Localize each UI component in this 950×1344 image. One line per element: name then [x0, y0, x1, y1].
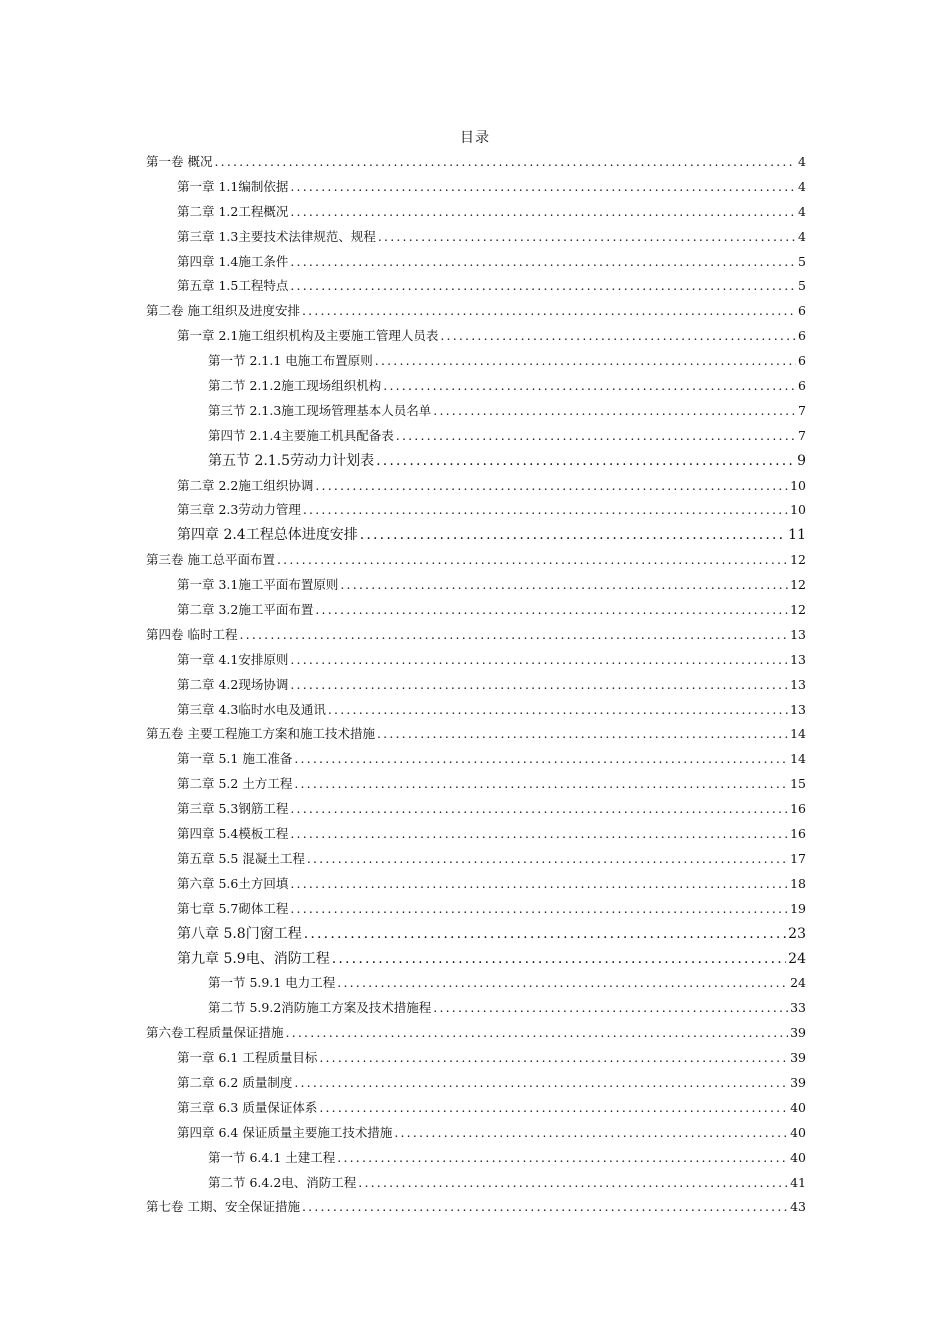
toc-entry[interactable]: [146, 200, 806, 225]
toc-entry[interactable]: [146, 1146, 806, 1171]
toc-entry[interactable]: [146, 399, 806, 424]
toc-page-number: 33: [790, 1000, 806, 1016]
toc-entry[interactable]: [146, 324, 806, 349]
toc-title: 目录: [460, 130, 490, 146]
toc-entry-text: 第四章 1.4施工条件: [177, 253, 289, 269]
toc-entry[interactable]: [146, 722, 806, 747]
toc-page-number: 41: [790, 1174, 806, 1190]
toc-entry[interactable]: [146, 897, 806, 922]
toc-page-number: 4: [798, 203, 806, 219]
toc-page-number: 6: [798, 303, 806, 319]
toc-entry[interactable]: [146, 299, 806, 324]
toc-entry-text: 第五节 2.1.5劳动力计划表: [208, 452, 375, 469]
toc-page-number: 9: [797, 452, 806, 469]
toc-page-number: 40: [790, 1149, 806, 1165]
toc-entry-text: 第八章 5.8门窗工程: [177, 925, 302, 942]
toc-entry-text: 第二章 4.2现场协调: [177, 676, 289, 692]
toc-dot-leader: [302, 299, 796, 324]
toc-entry-text: 第三章 1.3主要技术法律规范、规程: [177, 228, 376, 244]
toc-entry[interactable]: [146, 250, 806, 275]
toc-entry[interactable]: [146, 698, 806, 723]
toc-entry[interactable]: [146, 175, 806, 200]
toc-entry[interactable]: [146, 847, 806, 872]
toc-entry-text: 第一章 1.1编制依据: [177, 178, 289, 194]
toc-dot-leader: [378, 225, 796, 250]
toc-entry[interactable]: [146, 822, 806, 847]
toc-list: [146, 150, 806, 1220]
toc-entry-text: 第五章 1.5工程特点: [177, 278, 289, 294]
toc-entry-text: 第五卷 主要工程施工方案和施工技术措施: [146, 726, 375, 742]
toc-entry[interactable]: [146, 1096, 806, 1121]
toc-page-number: 17: [790, 850, 806, 866]
toc-dot-leader: [290, 250, 796, 275]
toc-entry-text: 第二章 2.2施工组织协调: [177, 477, 314, 493]
toc-entry-text: 第七卷 工期、安全保证措施: [146, 1199, 300, 1215]
toc-entry-text: 第二章 1.2工程概况: [177, 203, 289, 219]
toc-entry-text: 第一章 4.1安排原则: [177, 651, 289, 667]
toc-page-number: 40: [790, 1099, 806, 1115]
toc-entry-text: 第一节 5.9.1 电力工程: [208, 975, 336, 991]
toc-dot-leader: [337, 971, 788, 996]
toc-dot-leader: [214, 150, 796, 175]
toc-page-number: 4: [798, 154, 806, 169]
toc-entry[interactable]: [146, 872, 806, 897]
toc-page-number: 4: [798, 228, 806, 244]
toc-entry-text: 第一章 3.1施工平面布置原则: [177, 577, 339, 593]
toc-entry-text: 第五章 5.5 混凝土工程: [177, 850, 305, 866]
toc-entry-text: 第二节 5.9.2消防施工方案及技术措施程: [208, 1000, 432, 1016]
toc-entry-text: 第六卷工程质量保证措施: [146, 1025, 284, 1041]
toc-dot-leader: [433, 996, 788, 1021]
toc-page-number: 14: [790, 726, 806, 742]
toc-dot-leader: [360, 523, 786, 548]
toc-dot-leader: [394, 1121, 788, 1146]
toc-entry-text: 第三章 6.3 质量保证体系: [177, 1099, 318, 1115]
toc-entry[interactable]: [146, 1171, 806, 1196]
toc-page-number: 7: [798, 402, 806, 418]
toc-entry-text: 第四节 2.1.4主要施工机具配备表: [208, 427, 394, 443]
toc-page-number: 11: [788, 527, 806, 544]
toc-page-number: 39: [790, 1025, 806, 1041]
toc-dot-leader: [304, 922, 786, 947]
toc-entry-text: 第二卷 施工组织及进度安排: [146, 303, 300, 319]
toc-entry-text: 第四章 6.4 保证质量主要施工技术措施: [177, 1124, 393, 1140]
toc-entry[interactable]: [146, 797, 806, 822]
toc-entry[interactable]: [146, 523, 806, 548]
toc-entry[interactable]: [146, 598, 806, 623]
toc-dot-leader: [294, 747, 788, 772]
toc-dot-leader: [375, 349, 796, 374]
toc-dot-leader: [319, 1046, 788, 1071]
toc-dot-leader: [277, 548, 788, 573]
toc-entry-text: 第四章 2.4工程总体进度安排: [177, 527, 358, 544]
toc-dot-leader: [396, 424, 796, 449]
toc-page-number: 39: [790, 1074, 806, 1090]
toc-page-number: 19: [790, 900, 806, 916]
toc-dot-leader: [376, 449, 795, 474]
toc-entry-text: 第四章 5.4模板工程: [177, 826, 289, 842]
toc-dot-leader: [315, 474, 788, 499]
toc-dot-leader: [340, 573, 788, 598]
toc-entry[interactable]: [146, 1071, 806, 1096]
toc-entry[interactable]: [146, 349, 806, 374]
toc-entry[interactable]: [146, 1046, 806, 1071]
toc-page-number: 6: [798, 378, 806, 394]
toc-entry-text: 第二章 5.2 土方工程: [177, 776, 293, 792]
toc-entry[interactable]: [146, 673, 806, 698]
toc-dot-leader: [290, 872, 788, 897]
toc-dot-leader: [290, 200, 796, 225]
toc-dot-leader: [440, 324, 796, 349]
toc-entry-text: 第一章 6.1 工程质量目标: [177, 1050, 318, 1066]
toc-entry-text: 第三卷 施工总平面布置: [146, 552, 275, 568]
toc-page-number: 7: [798, 427, 806, 443]
toc-entry[interactable]: [146, 947, 806, 972]
toc-page-number: 12: [790, 552, 806, 568]
toc-entry-text: 第二章 3.2施工平面布置: [177, 602, 314, 618]
toc-dot-leader: [337, 1146, 788, 1171]
toc-entry-text: 第三章 4.3临时水电及通讯: [177, 701, 326, 717]
toc-page-number: 12: [790, 602, 806, 618]
toc-entry[interactable]: [146, 1195, 806, 1220]
toc-entry[interactable]: [146, 648, 806, 673]
toc-dot-leader: [294, 1071, 788, 1096]
toc-entry[interactable]: [146, 623, 806, 648]
toc-dot-leader: [377, 722, 788, 747]
toc-page-number: 18: [790, 875, 806, 891]
toc-entry-text: 第九章 5.9电、消防工程: [177, 950, 330, 967]
toc-dot-leader: [294, 772, 788, 797]
toc-dot-leader: [433, 399, 796, 424]
toc-dot-leader: [290, 797, 788, 822]
toc-page-number: 16: [790, 826, 806, 842]
toc-entry-text: 第一章 5.1 施工准备: [177, 751, 293, 767]
toc-dot-leader: [239, 623, 788, 648]
toc-page-number: 16: [790, 801, 806, 817]
toc-entry[interactable]: [146, 1021, 806, 1046]
toc-dot-leader: [290, 274, 796, 299]
toc-page-number: 13: [790, 626, 806, 642]
toc-entry-text: 第七章 5.7砌体工程: [177, 900, 289, 916]
toc-page-number: 5: [798, 253, 806, 269]
toc-entry[interactable]: [146, 772, 806, 797]
toc-entry-text: 第六章 5.6土方回填: [177, 875, 289, 891]
toc-page-number: 40: [790, 1124, 806, 1140]
toc-entry[interactable]: [146, 274, 806, 299]
toc-dot-leader: [358, 1171, 788, 1196]
toc-dot-leader: [332, 947, 786, 972]
toc-page-number: 13: [790, 701, 806, 717]
toc-entry-text: 第一节 6.4.1 土建工程: [208, 1149, 336, 1165]
toc-entry-text: 第二章 6.2 质量制度: [177, 1074, 293, 1090]
toc-entry[interactable]: [146, 996, 806, 1021]
toc-page-number: 4: [798, 178, 806, 194]
toc-entry[interactable]: [146, 573, 806, 598]
toc-page-number: 13: [790, 651, 806, 667]
toc-page-number: 15: [790, 776, 806, 792]
toc-entry[interactable]: [146, 1121, 806, 1146]
toc-entry-text: 第一卷 概况: [146, 154, 213, 169]
toc-entry[interactable]: [146, 474, 806, 499]
toc-dot-leader: [290, 897, 788, 922]
toc-dot-leader: [303, 498, 788, 523]
toc-dot-leader: [290, 648, 788, 673]
toc-dot-leader: [319, 1096, 788, 1121]
toc-entry[interactable]: [146, 747, 806, 772]
toc-page-number: 10: [790, 502, 806, 518]
toc-entry[interactable]: [146, 424, 806, 449]
toc-page-number: 24: [788, 950, 806, 967]
toc-dot-leader: [315, 598, 788, 623]
toc-entry[interactable]: [146, 548, 806, 573]
toc-page-number: 10: [790, 477, 806, 493]
toc-page-number: 24: [790, 975, 806, 991]
toc-dot-leader: [328, 698, 788, 723]
toc-page-number: 6: [798, 328, 806, 344]
toc-page-number: 5: [798, 278, 806, 294]
toc-entry[interactable]: [146, 922, 806, 947]
toc-page-number: 43: [790, 1199, 806, 1215]
toc-page-number: 39: [790, 1050, 806, 1066]
toc-entry[interactable]: [146, 374, 806, 399]
toc-dot-leader: [286, 1021, 789, 1046]
toc-entry[interactable]: [146, 498, 806, 523]
toc-dot-leader: [290, 175, 796, 200]
toc-dot-leader: [307, 847, 788, 872]
toc-entry[interactable]: [146, 150, 806, 175]
toc-entry[interactable]: [146, 449, 806, 474]
toc-entry-text: 第三章 2.3劳动力管理: [177, 502, 301, 518]
toc-entry-text: 第三节 2.1.3施工现场管理基本人员名单: [208, 402, 432, 418]
toc-entry-text: 第一章 2.1施工组织机构及主要施工管理人员表: [177, 328, 439, 344]
toc-entry-text: 第二节 6.4.2电、消防工程: [208, 1174, 357, 1190]
toc-entry-text: 第三章 5.3钢筋工程: [177, 801, 289, 817]
toc-page-number: 12: [790, 577, 806, 593]
toc-entry-text: 第二节 2.1.2施工现场组织机构: [208, 378, 382, 394]
toc-page-number: 23: [788, 925, 806, 942]
toc-entry-text: 第一节 2.1.1 电施工布置原则: [208, 353, 373, 369]
toc-page-number: 13: [790, 676, 806, 692]
toc-dot-leader: [290, 673, 788, 698]
toc-dot-leader: [383, 374, 796, 399]
toc-dot-leader: [290, 822, 788, 847]
toc-page-number: 6: [798, 353, 806, 369]
toc-entry[interactable]: [146, 971, 806, 996]
toc-page-number: 14: [790, 751, 806, 767]
toc-dot-leader: [302, 1195, 788, 1220]
toc-entry-text: 第四卷 临时工程: [146, 626, 238, 642]
toc-entry[interactable]: [146, 225, 806, 250]
